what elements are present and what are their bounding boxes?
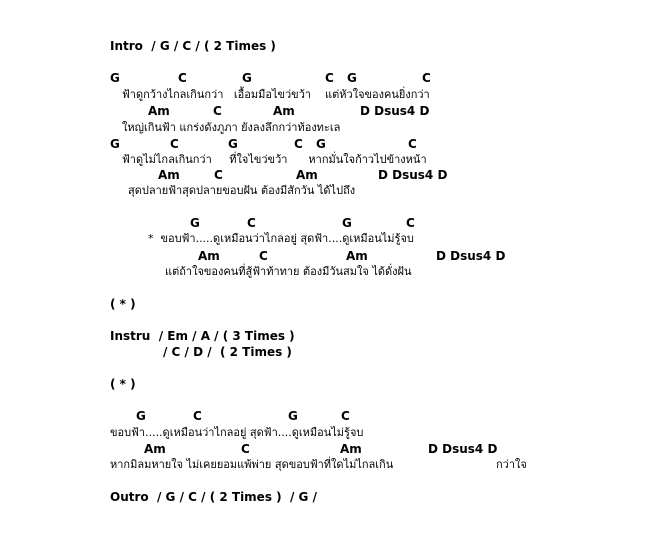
chord: D Dsus4 D	[378, 168, 448, 182]
chord: Am	[144, 442, 166, 456]
outro-line: Outro / G / C / ( 2 Times ) / G /	[110, 490, 317, 504]
chord: C	[193, 409, 202, 423]
instru-line: Instru / Em / A / ( 3 Times )	[110, 329, 295, 343]
chord: C	[214, 168, 223, 182]
chord: C	[241, 442, 250, 456]
chorus-reference: ( * )	[110, 297, 136, 311]
chord: G	[242, 71, 252, 85]
chord: C	[213, 104, 222, 118]
chord: C	[294, 137, 303, 151]
chord: G	[342, 216, 352, 230]
chord: C	[408, 137, 417, 151]
chord: G	[316, 137, 326, 151]
chord: G	[347, 71, 357, 85]
lyric-line: กว่าใจ	[496, 458, 527, 471]
chorus-reference: ( * )	[110, 377, 136, 391]
chord: C	[325, 71, 334, 85]
chord: C	[247, 216, 256, 230]
chord: Am	[346, 249, 368, 263]
chord: G	[288, 409, 298, 423]
lyric-line: * ขอบฟ้า.....ดูเหมือนว่าไกลอยู่ สุดฟ้า....ดูเหมือนไม่รู้จบ	[148, 232, 414, 245]
instru-line: / C / D / ( 2 Times )	[163, 345, 292, 359]
lyric-line: แต่ถ้าใจของคนที่สู้ฟ้าท้าทาย ต้องมีวันสมใจ ได้ดั่งฝัน	[165, 265, 412, 278]
chord: D Dsus4 D	[360, 104, 430, 118]
chord: C	[178, 71, 187, 85]
chord: D Dsus4 D	[436, 249, 506, 263]
lyric-line: ขอบฟ้า.....ดูเหมือนว่าไกลอยู่ สุดฟ้า....ดูเหมือนไม่รู้จบ	[110, 426, 364, 439]
chord: C	[259, 249, 268, 263]
chord: C	[406, 216, 415, 230]
chord: G	[190, 216, 200, 230]
lyric-line: ฟ้าดูไม่ไกลเกินกว่า ที่ใจไขว่ขว้า หากมั่นใจก้าวไปข้างหน้า	[122, 153, 427, 166]
chord: Am	[273, 104, 295, 118]
chord: G	[136, 409, 146, 423]
chord: G	[228, 137, 238, 151]
lyric-line: สุดปลายฟ้าสุดปลายขอบฝัน ต้องมีสักวัน ได้ไปถึง	[128, 184, 356, 197]
chord: C	[341, 409, 350, 423]
chord: C	[422, 71, 431, 85]
chord: Am	[148, 104, 170, 118]
lyric-line: หากมิลมหายใจ ไม่เคยยอมแพ้พ่าย สุดขอบฟ้าที่ใดไม่ไกลเกิน	[110, 458, 394, 471]
chord: D Dsus4 D	[428, 442, 498, 456]
lyric-line: ใหญ่เกินฟ้า แกร่งดังภูภา ยังลงลึกกว่าท้องทะเล	[122, 121, 341, 134]
lyric-line: ฟ้าดูกว้างไกลเกินกว่า เอื้อมมือไขว่ขว้า แต่หัวใจของคนยิ่งกว่า	[122, 88, 430, 101]
chord: G	[110, 71, 120, 85]
chord: Am	[198, 249, 220, 263]
chord: Am	[296, 168, 318, 182]
chord: Am	[340, 442, 362, 456]
intro-line: Intro / G / C / ( 2 Times )	[110, 39, 276, 53]
chord: G	[110, 137, 120, 151]
chord: C	[170, 137, 179, 151]
chord: Am	[158, 168, 180, 182]
